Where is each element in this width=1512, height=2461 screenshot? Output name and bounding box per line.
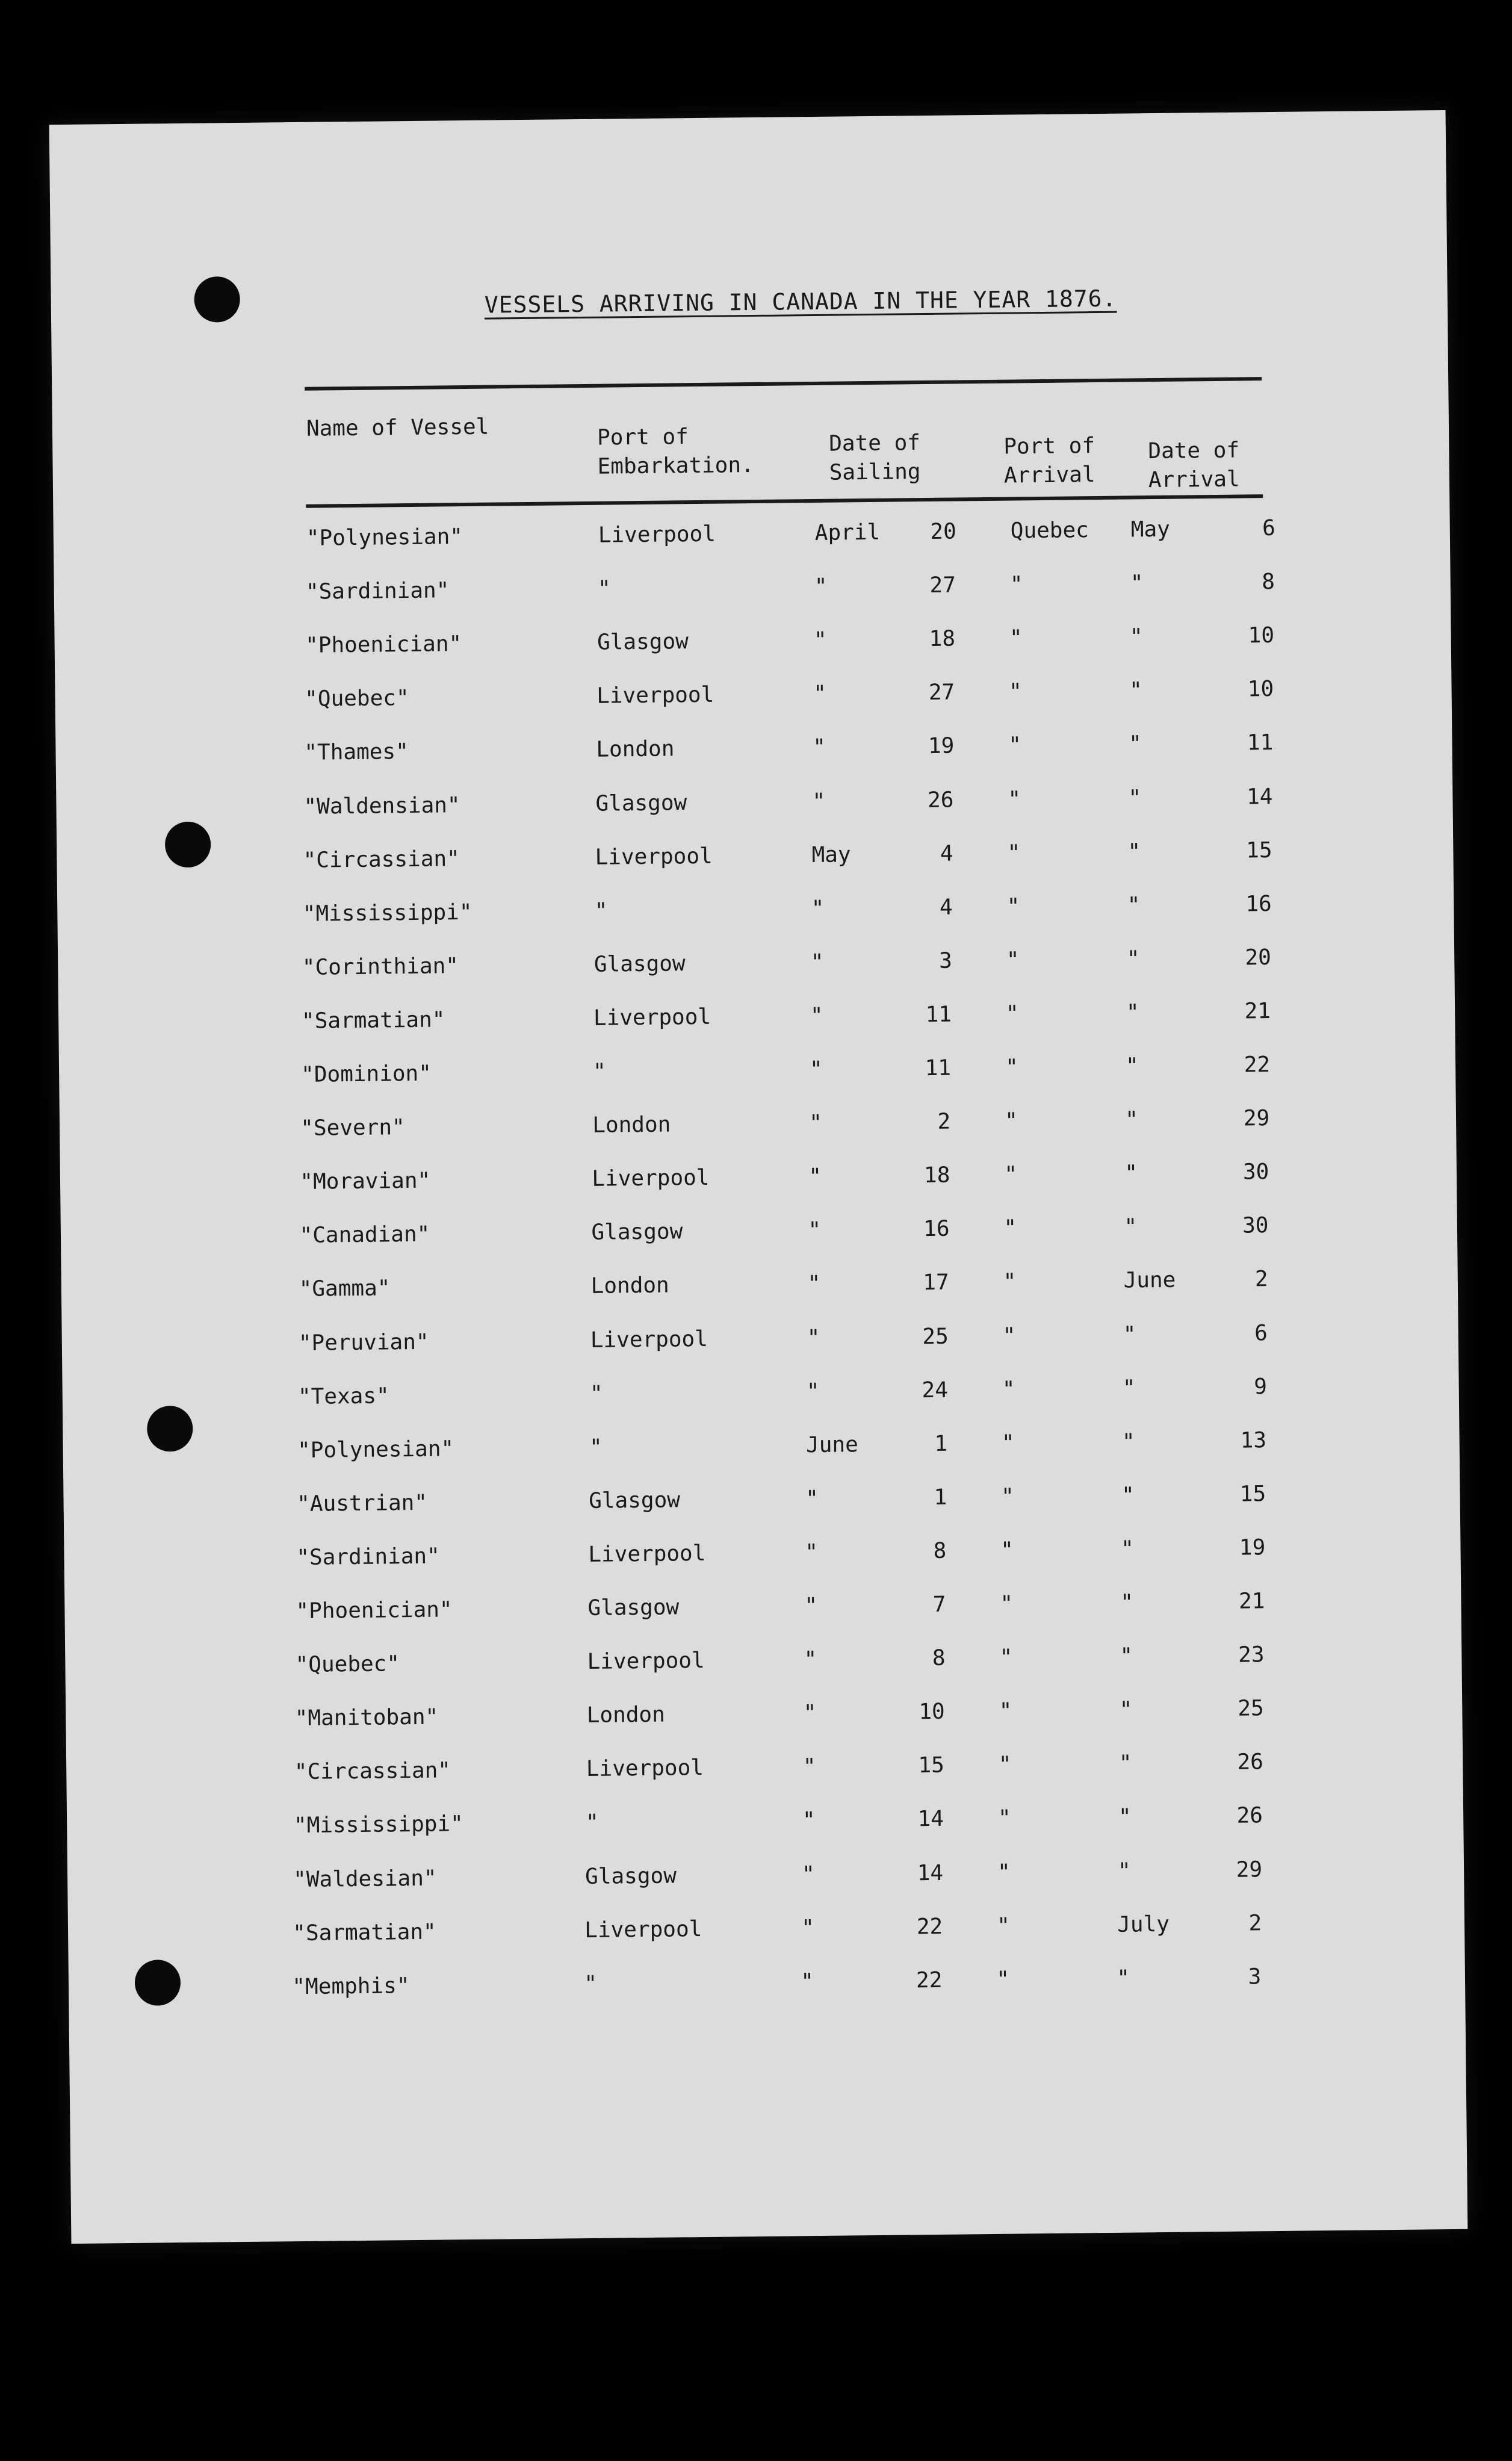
embarkation-port-cell: London <box>596 736 675 763</box>
sailing-day-cell: 11 <box>925 1055 952 1081</box>
sailing-day-cell: 15 <box>918 1753 945 1778</box>
arrival-month-cell: " <box>1118 1751 1132 1777</box>
vessel-name-cell: "Waldesian" <box>293 1866 437 1892</box>
arrival-day-cell: 2 <box>1254 1267 1268 1292</box>
sailing-month-cell: " <box>802 1808 816 1833</box>
arrival-day-cell: 19 <box>1239 1535 1266 1560</box>
sailing-month-cell: " <box>810 949 824 975</box>
arrival-month-cell: " <box>1121 1429 1135 1454</box>
header-sailing: Date of Sailing <box>829 430 921 485</box>
sailing-month-cell: " <box>810 1003 823 1028</box>
arrival-port-cell: " <box>999 1645 1013 1670</box>
arrival-port-cell: " <box>1000 1591 1014 1616</box>
embarkation-port-cell: Liverpool <box>590 1326 708 1353</box>
vessel-name-cell: "Polynesian" <box>306 524 463 551</box>
embarkation-port-cell: " <box>589 1381 603 1406</box>
embarkation-port-cell: London <box>590 1273 669 1299</box>
vessel-name-cell: "Quebec" <box>305 686 409 712</box>
embarkation-port-cell: Glasgow <box>589 1488 681 1513</box>
vessel-name-cell: "Mississippi" <box>293 1811 464 1839</box>
arrival-day-cell: 10 <box>1248 623 1275 648</box>
sailing-month-cell: " <box>801 1861 816 1887</box>
page-title: VESSELS ARRIVING IN CANADA IN THE YEAR 1876. <box>484 285 1117 318</box>
arrival-port-cell: " <box>1006 948 1020 973</box>
arrival-day-cell: 8 <box>1261 569 1275 595</box>
sailing-month-cell: " <box>804 1647 817 1672</box>
sailing-month-cell: " <box>803 1701 817 1726</box>
header-embarkation: Port of Embarkation. <box>596 424 754 479</box>
punch-hole <box>165 821 211 867</box>
arrival-port-cell: " <box>998 1752 1012 1778</box>
arrival-day-cell: 9 <box>1253 1374 1268 1399</box>
vessel-name-cell: "Mississippi" <box>302 899 472 926</box>
arrival-day-cell: 10 <box>1247 677 1274 702</box>
arrival-day-cell: 3 <box>1248 1964 1262 1990</box>
arrival-port-cell: " <box>996 1967 1010 1992</box>
sailing-month-cell: " <box>808 1164 822 1190</box>
arrival-month-cell: " <box>1120 1590 1134 1615</box>
sailing-day-cell: 22 <box>916 1967 943 1993</box>
arrival-day-cell: 15 <box>1239 1481 1266 1507</box>
arrival-month-cell: " <box>1127 893 1141 918</box>
arrival-port-cell: " <box>997 1806 1011 1831</box>
table-header-rule <box>306 494 1263 508</box>
arrival-port-cell: " <box>1000 1538 1014 1563</box>
sailing-day-cell: 4 <box>939 895 953 920</box>
vessel-name-cell: "Memphis" <box>292 1973 410 1999</box>
arrival-port-cell: " <box>1009 625 1023 651</box>
arrival-month-cell: " <box>1130 571 1144 596</box>
vessel-name-cell: "Gamma" <box>299 1276 391 1302</box>
arrival-month-cell: " <box>1120 1643 1133 1669</box>
sailing-month-cell: " <box>805 1486 819 1512</box>
embarkation-port-cell: Liverpool <box>584 1916 702 1943</box>
embarkation-port-cell: " <box>597 576 611 601</box>
arrival-day-cell: 26 <box>1237 1749 1264 1775</box>
embarkation-port-cell: Liverpool <box>595 843 713 870</box>
sailing-day-cell: 22 <box>916 1914 943 1939</box>
arrival-port-cell: Quebec <box>1010 518 1089 544</box>
vessel-name-cell: "Severn" <box>300 1115 405 1141</box>
arrival-month-cell: June <box>1123 1268 1176 1294</box>
arrival-day-cell: 2 <box>1248 1910 1262 1936</box>
vessel-name-cell: "Texas" <box>297 1383 389 1409</box>
arrival-month-cell: " <box>1117 1858 1132 1884</box>
sailing-day-cell: 26 <box>927 787 954 813</box>
sailing-day-cell: 27 <box>929 573 956 598</box>
vessel-name-cell: "Dominion" <box>300 1061 432 1087</box>
arrival-month-cell: " <box>1125 1054 1139 1079</box>
arrival-port-cell: " <box>1003 1215 1017 1241</box>
arrival-day-cell: 21 <box>1244 998 1271 1024</box>
arrival-month-cell: " <box>1124 1214 1138 1240</box>
table-top-rule <box>305 377 1262 391</box>
sailing-day-cell: 24 <box>922 1377 949 1403</box>
arrival-port-cell: " <box>1005 1055 1019 1080</box>
embarkation-port-cell: London <box>586 1702 665 1728</box>
embarkation-port-cell: Liverpool <box>586 1755 704 1782</box>
embarkation-port-cell: Liverpool <box>587 1648 705 1675</box>
arrival-port-cell: " <box>1003 1269 1017 1295</box>
arrival-day-cell: 26 <box>1236 1803 1263 1829</box>
sailing-month-cell: June <box>805 1432 858 1457</box>
arrival-month-cell: May <box>1130 517 1171 542</box>
arrival-day-cell: 20 <box>1245 945 1272 970</box>
embarkation-port-cell: " <box>585 1810 599 1836</box>
sailing-month-cell: " <box>813 681 827 707</box>
sailing-day-cell: 7 <box>932 1592 946 1618</box>
arrival-month-cell: " <box>1117 1966 1130 1991</box>
embarkation-port-cell: " <box>584 1971 598 1996</box>
sailing-month-cell: " <box>812 789 826 814</box>
arrival-day-cell: 16 <box>1245 891 1272 917</box>
arrival-month-cell: " <box>1127 839 1141 864</box>
arrival-day-cell: 13 <box>1240 1427 1267 1453</box>
arrival-port-cell: " <box>1008 786 1021 812</box>
vessel-name-cell: "Sarmatian" <box>301 1007 445 1034</box>
arrival-port-cell: " <box>1007 840 1021 866</box>
embarkation-port-cell: Glasgow <box>596 629 689 655</box>
embarkation-port-cell: Glasgow <box>587 1595 680 1621</box>
arrival-port-cell: " <box>1000 1484 1015 1509</box>
sailing-day-cell: 8 <box>933 1538 947 1563</box>
sailing-day-cell: 2 <box>937 1109 951 1134</box>
arrival-port-cell: " <box>1004 1162 1018 1187</box>
sailing-month-cell: April <box>814 520 881 545</box>
sailing-day-cell: 1 <box>934 1431 948 1456</box>
sailing-day-cell: 17 <box>923 1270 949 1296</box>
embarkation-port-cell: Liverpool <box>596 683 714 709</box>
vessel-name-cell: "Canadian" <box>299 1222 430 1249</box>
sailing-month-cell: " <box>813 627 827 653</box>
arrival-day-cell: 15 <box>1245 837 1272 863</box>
header-vessel: Name of Vessel <box>306 414 489 441</box>
sailing-month-cell: May <box>811 842 851 867</box>
document-page <box>49 110 1468 2244</box>
arrival-port-cell: " <box>997 1913 1011 1938</box>
arrival-day-cell: 29 <box>1243 1106 1270 1131</box>
punch-hole <box>135 1960 181 2006</box>
embarkation-port-cell: Glasgow <box>595 790 687 816</box>
sailing-day-cell: 10 <box>919 1699 945 1725</box>
arrival-day-cell: 11 <box>1247 730 1274 756</box>
arrival-month-cell: " <box>1118 1804 1132 1830</box>
vessel-name-cell: "Quebec" <box>295 1651 400 1678</box>
sailing-day-cell: 8 <box>932 1645 946 1671</box>
vessel-name-cell: "Circassian" <box>294 1758 451 1785</box>
arrival-month-cell: " <box>1129 678 1143 703</box>
vessel-name-cell: "Circassian" <box>303 846 460 873</box>
embarkation-port-cell: Liverpool <box>588 1541 706 1567</box>
sailing-month-cell: " <box>809 1057 823 1082</box>
sailing-month-cell: " <box>807 1271 821 1297</box>
embarkation-port-cell: Glasgow <box>593 951 686 977</box>
arrival-day-cell: 21 <box>1238 1589 1265 1614</box>
vessel-name-cell: "Polynesian" <box>297 1436 454 1463</box>
sailing-month-cell: " <box>805 1539 819 1565</box>
header-arrival-port: Port of Arrival <box>1003 433 1095 488</box>
vessel-name-cell: "Sardinian" <box>305 578 450 604</box>
vessel-name-cell: "Phoenician" <box>305 632 462 659</box>
arrival-month-cell: " <box>1125 1107 1139 1132</box>
vessel-name-cell: "Sarmatian" <box>293 1919 436 1946</box>
arrival-day-cell: 14 <box>1246 784 1273 809</box>
sailing-day-cell: 20 <box>930 519 957 544</box>
arrival-day-cell: 30 <box>1242 1213 1269 1238</box>
arrival-port-cell: " <box>1005 1108 1018 1134</box>
arrival-month-cell: " <box>1129 731 1142 757</box>
arrival-month-cell: " <box>1121 1536 1135 1562</box>
header-arrival-date: Date of Arrival <box>1148 438 1240 493</box>
sailing-day-cell: 1 <box>934 1485 947 1510</box>
sailing-month-cell: " <box>804 1594 818 1619</box>
sailing-month-cell: " <box>809 1110 823 1136</box>
arrival-day-cell: 22 <box>1244 1052 1271 1078</box>
embarkation-port-cell: " <box>589 1435 603 1460</box>
sailing-day-cell: 19 <box>928 733 955 759</box>
arrival-month-cell: " <box>1124 1161 1138 1186</box>
sailing-day-cell: 4 <box>940 841 953 866</box>
sailing-day-cell: 25 <box>922 1324 949 1349</box>
arrival-port-cell: " <box>1008 733 1022 759</box>
arrival-day-cell: 25 <box>1238 1696 1264 1721</box>
embarkation-port-cell: Liverpool <box>593 1004 711 1031</box>
punch-hole <box>194 276 240 323</box>
embarkation-port-cell: London <box>592 1112 671 1138</box>
sailing-month-cell: " <box>802 1754 816 1780</box>
sailing-day-cell: 18 <box>923 1162 950 1188</box>
arrival-day-cell: 29 <box>1236 1857 1263 1882</box>
arrival-port-cell: " <box>1002 1323 1016 1348</box>
arrival-port-cell: " <box>1001 1430 1015 1456</box>
arrival-month-cell: " <box>1126 1000 1139 1025</box>
vessel-name-cell: "Sardinian" <box>296 1544 441 1570</box>
embarkation-port-cell: " <box>594 898 608 923</box>
punch-hole <box>147 1406 193 1452</box>
arrival-port-cell: " <box>1006 894 1020 919</box>
vessel-name-cell: "Waldensian" <box>303 792 460 819</box>
vessel-name-cell: "Peruvian" <box>298 1329 429 1356</box>
arrival-day-cell: 6 <box>1262 515 1275 541</box>
arrival-port-cell: " <box>999 1698 1012 1724</box>
embarkation-port-cell: " <box>592 1059 607 1084</box>
arrival-day-cell: 30 <box>1242 1159 1269 1185</box>
sailing-day-cell: 18 <box>929 626 956 652</box>
embarkation-port-cell: Liverpool <box>592 1165 710 1192</box>
arrival-month-cell: " <box>1119 1697 1133 1722</box>
vessel-name-cell: "Austrian" <box>297 1490 428 1516</box>
sailing-day-cell: 14 <box>917 1860 944 1885</box>
arrival-month-cell: " <box>1129 624 1143 650</box>
arrival-port-cell: " <box>1002 1377 1015 1402</box>
vessel-name-cell: "Corinthian" <box>302 953 459 980</box>
vessel-name-cell: "Moravian" <box>300 1168 431 1195</box>
arrival-port-cell: " <box>1005 1001 1019 1026</box>
vessel-name-cell: "Manitoban" <box>294 1704 439 1731</box>
arrival-month-cell: " <box>1123 1321 1136 1347</box>
embarkation-port-cell: Glasgow <box>584 1863 677 1889</box>
arrival-day-cell: 6 <box>1254 1320 1268 1345</box>
sailing-month-cell: " <box>814 574 828 600</box>
arrival-month-cell: " <box>1126 946 1140 972</box>
sailing-day-cell: 11 <box>925 1002 952 1027</box>
arrival-port-cell: " <box>1009 572 1023 597</box>
arrival-month-cell: " <box>1128 785 1142 811</box>
vessel-name-cell: "Thames" <box>304 739 409 766</box>
sailing-day-cell: 14 <box>917 1807 944 1832</box>
sailing-day-cell: 3 <box>938 948 953 973</box>
arrival-day-cell: 23 <box>1238 1642 1265 1668</box>
sailing-day-cell: 27 <box>928 680 955 706</box>
arrival-month-cell: July <box>1117 1911 1170 1937</box>
sailing-month-cell: " <box>808 1218 822 1243</box>
arrival-port-cell: " <box>997 1860 1011 1885</box>
sailing-month-cell: " <box>811 896 825 921</box>
sailing-month-cell: " <box>806 1379 820 1404</box>
arrival-month-cell: " <box>1121 1483 1135 1508</box>
embarkation-port-cell: Liverpool <box>598 521 716 548</box>
sailing-month-cell: " <box>801 1969 814 1994</box>
embarkation-port-cell: Glasgow <box>591 1219 683 1246</box>
sailing-day-cell: 16 <box>923 1216 950 1242</box>
sailing-month-cell: " <box>813 735 826 760</box>
sailing-month-cell: " <box>807 1325 820 1350</box>
vessel-name-cell: "Phoenician" <box>296 1597 453 1624</box>
arrival-month-cell: " <box>1122 1376 1136 1401</box>
arrival-port-cell: " <box>1008 679 1023 704</box>
sailing-month-cell: " <box>801 1915 815 1940</box>
